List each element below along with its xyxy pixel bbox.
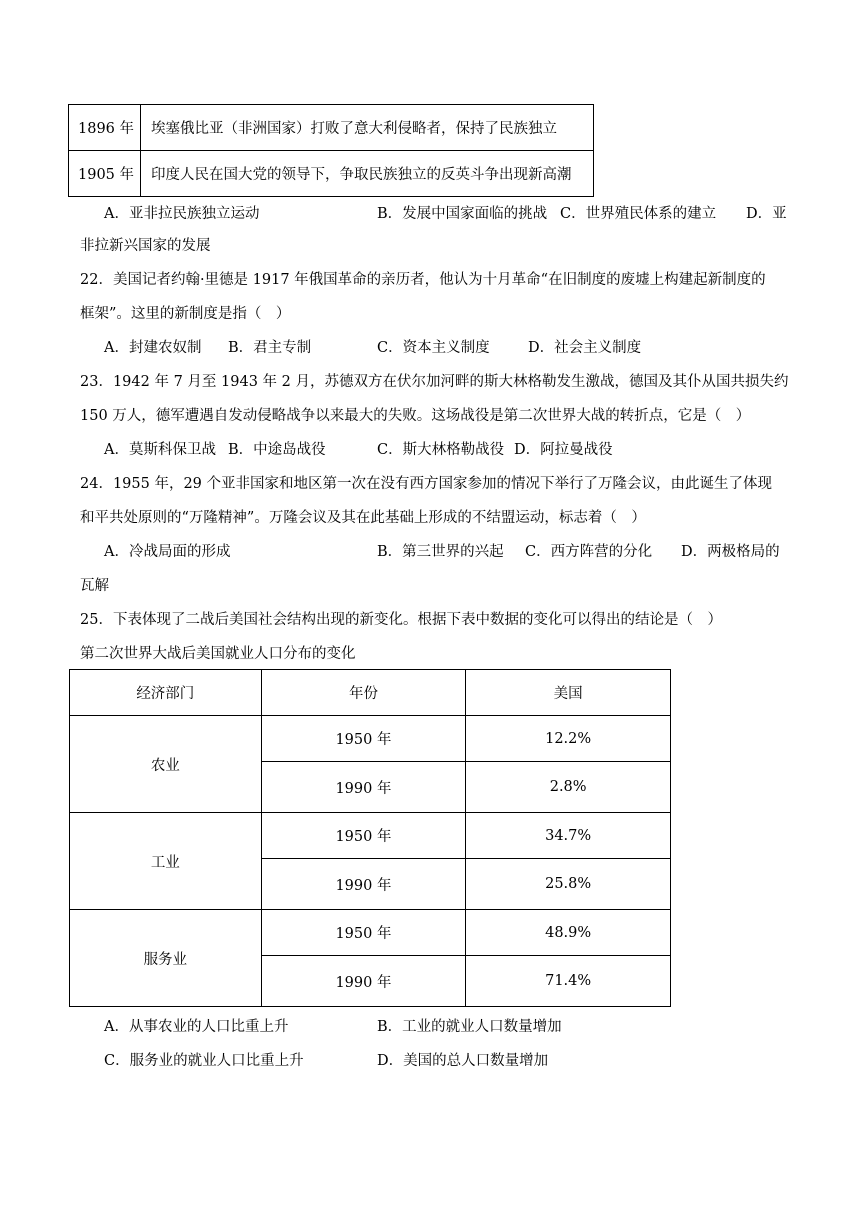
q24-stem-line2: 和平共处原则的“万隆精神”。万隆会议及其在此基础上形成的不结盟运动，标志着（ ） — [80, 510, 646, 526]
table-row — [69, 105, 594, 151]
q23-option-c: C．斯大林格勒战役 — [377, 442, 505, 458]
q23-option-b: B．中途岛战役 — [228, 442, 326, 458]
q25-stem: 25．下表体现了二战后美国社会结构出现的新变化。根据下表中数据的变化可以得出的结论是（ ） — [80, 612, 722, 628]
year-cell: 1950 年 — [261, 716, 466, 762]
sector-cell: 农业 — [70, 716, 262, 813]
q21-option-d-cont: 非拉新兴国家的发展 — [80, 238, 211, 254]
q23-option-a: A．莫斯科保卫战 — [104, 442, 216, 458]
q22-option-d: D．社会主义制度 — [528, 340, 642, 356]
table-row — [70, 910, 671, 956]
year-cell: 1990 年 — [261, 762, 466, 813]
year-cell: 1990 年 — [261, 859, 466, 910]
q22-stem-line1: 22．美国记者约翰·里德是 1917 年俄国革命的亲历者，他认为十月革命“在旧制度的废墟上构建起新制度的 — [80, 272, 766, 288]
value-cell: 12.2% — [466, 716, 671, 762]
q23-option-d: D．阿拉曼战役 — [514, 442, 613, 458]
employment-table — [69, 669, 671, 1007]
q22-option-c: C．资本主义制度 — [377, 340, 490, 356]
q25-option-d: D．美国的总人口数量增加 — [377, 1053, 549, 1069]
q22-option-a: A．封建农奴制 — [104, 340, 202, 356]
q24-option-a: A．冷战局面的形成 — [104, 544, 231, 560]
q25-option-a: A．从事农业的人口比重上升 — [104, 1019, 289, 1035]
q24-option-d-cont: 瓦解 — [80, 578, 109, 594]
table-caption: 第二次世界大战后美国就业人口分布的变化 — [80, 646, 356, 662]
value-cell: 34.7% — [466, 813, 671, 859]
value-cell: 25.8% — [466, 859, 671, 910]
q21-option-c: C．世界殖民体系的建立 — [560, 206, 717, 222]
value-cell: 2.8% — [466, 762, 671, 813]
sector-cell: 工业 — [70, 813, 262, 910]
value-cell: 71.4% — [466, 956, 671, 1007]
column-header-usa: 美国 — [466, 670, 671, 716]
q24-option-d: D．两极格局的 — [681, 544, 780, 560]
q24-stem-line1: 24．1955 年，29 个亚非国家和地区第一次在没有西方国家参加的情况下举行了万隆会议，由此诞生了体现 — [80, 476, 773, 492]
q21-option-d: D．亚 — [746, 206, 787, 222]
value-cell: 48.9% — [466, 910, 671, 956]
table-header-row — [70, 670, 671, 716]
table-cell-event: 埃塞俄比亚（非洲国家）打败了意大利侵略者，保持了民族独立 — [141, 105, 594, 151]
q25-option-c: C．服务业的就业人口比重上升 — [104, 1053, 304, 1069]
q25-option-b: B．工业的就业人口数量增加 — [377, 1019, 562, 1035]
q21-option-a: A．亚非拉民族独立运动 — [104, 206, 260, 222]
table-cell-year: 1896 年 — [69, 105, 141, 151]
table-row — [70, 813, 671, 859]
q24-option-c: C．西方阵营的分化 — [525, 544, 653, 560]
q21-option-b: B．发展中国家面临的挑战 — [377, 206, 548, 222]
year-cell: 1990 年 — [261, 956, 466, 1007]
year-cell: 1950 年 — [261, 813, 466, 859]
column-header-sector: 经济部门 — [70, 670, 262, 716]
event-table — [68, 104, 594, 197]
table-cell-event: 印度人民在国大党的领导下，争取民族独立的反英斗争出现新高潮 — [141, 151, 594, 197]
table-row — [70, 716, 671, 762]
table-row — [69, 151, 594, 197]
q23-stem-line2: 150 万人，德军遭遇自发动侵略战争以来最大的失败。这场战役是第二次世界大战的转折点，它是（ ） — [80, 408, 751, 424]
q24-option-b: B．第三世界的兴起 — [377, 544, 504, 560]
year-cell: 1950 年 — [261, 910, 466, 956]
q22-stem-line2: 框架”。这里的新制度是指（ ） — [80, 306, 291, 322]
q22-option-b: B．君主专制 — [228, 340, 312, 356]
column-header-year: 年份 — [261, 670, 466, 716]
sector-cell: 服务业 — [70, 910, 262, 1007]
q23-stem-line1: 23．1942 年 7 月至 1943 年 2 月，苏德双方在伏尔加河畔的斯大林格勒发生激战，德国及其仆从国共损失约 — [80, 374, 789, 390]
table-cell-year: 1905 年 — [69, 151, 141, 197]
